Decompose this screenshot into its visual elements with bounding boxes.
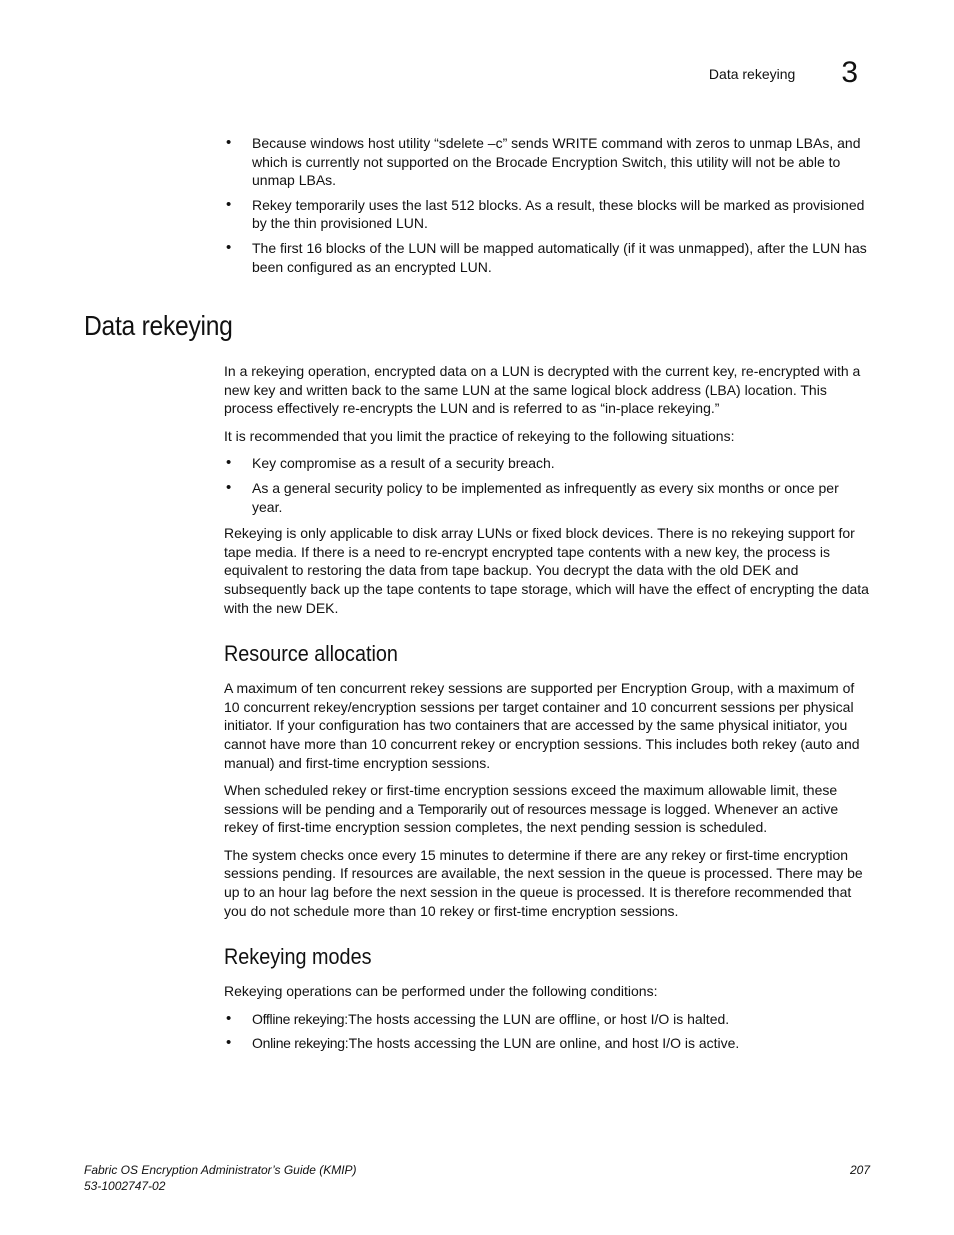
subheading-rekeying-modes: Rekeying modes: [224, 944, 372, 970]
paragraph: Rekeying is only applicable to disk array LUNs or fixed block devices. There is no rekeying support for tape media. If there is a need to re-encrypt encrypted tape contents with a new key, the process is equivalent to restoring the data from tape backup. You decrypt the data with the old DEK and subsequently back up the tape contents to tape storage, which will have the effect of encrypting the data with the new DEK.: [224, 525, 869, 616]
message-name: Temporarily out of resources: [417, 800, 587, 817]
list-item: • Key compromise as a result of a security breach.: [224, 454, 870, 473]
list-item: • Rekey temporarily uses the last 512 blocks. As a result, these blocks will be marked as provisioned by the thin provisioned LUN.: [224, 196, 870, 233]
term-description: :The hosts accessing the LUN are online, and host I/O is active.: [344, 1035, 740, 1052]
footer-doc-id: 53-1002747-02: [84, 1179, 166, 1193]
text-run: When scheduled rekey or first-time encryption sessions exceed the maximum allowable limit, these sessions will be pending and a: [224, 782, 838, 817]
paragraph: [224, 781, 870, 837]
list-item: [224, 1034, 870, 1053]
paragraph: It is recommended that you limit the practice of rekeying to the following situations:: [224, 427, 735, 444]
modes-list: [224, 1010, 870, 1053]
term-description: :The hosts accessing the LUN are offline, or host I/O is halted.: [344, 1010, 730, 1027]
running-header-title: Data rekeying: [708, 66, 796, 82]
list-item: • The first 16 blocks of the LUN will be mapped automatically (if it was unmapped), after the LUN has been configured as an encrypted LUN.: [224, 239, 870, 276]
subheading-resource-allocation: Resource allocation: [224, 641, 398, 667]
paragraph: The system checks once every 15 minutes to determine if there are any rekey or first-time encryption sessions pending. If resources are available, the next session in the queue is processed. There may be up to an hour lag before the next session in the queue is processed. It is therefore recommended that you do not schedule more than 10 rekey or first-time encryption sessions.: [224, 846, 863, 919]
section-heading-data-rekeying: Data rekeying: [84, 310, 233, 341]
paragraph: In a rekeying operation, encrypted data on a LUN is decrypted with the current key, re-encrypted with a new key and written back to the same LUN at the same logical block address (LBA) location. This process effectively re-encrypts the LUN and is referred to as “in-place rekeying.”: [224, 363, 861, 417]
list-item: [224, 1010, 870, 1029]
paragraph: A maximum of ten concurrent rekey sessions are supported per Encryption Group, with a maximum of 10 concurrent rekey/encryption sessions per target container and 10 concurrent sessions per physical initiator. If your configuration has two containers that are accessed by the same physical initiator, you cannot have more than 10 concurrent rekey or encryption sessions. This includes both rekey (auto and manual) and first-time encryption sessions.: [224, 680, 860, 771]
footer: [84, 1162, 357, 1194]
term-offline-rekeying: Offline rekeying: [252, 1010, 345, 1027]
data-rekeying-section: [224, 362, 870, 1061]
page-number: 207: [849, 1163, 870, 1177]
chapter-number: 3: [841, 56, 858, 89]
running-header: [709, 58, 858, 88]
footer-doc-title: Fabric OS Encryption Administrator’s Guide (KMIP): [84, 1163, 357, 1177]
situations-list: [224, 454, 870, 516]
list-item: • As a general security policy to be implemented as infrequently as every six months or once per year.: [224, 479, 870, 516]
list-item: • Because windows host utility “sdelete –c” sends WRITE command with zeros to unmap LBAs, and which is currently not supported on the Brocade Encryption Switch, this utility will not be able to unmap LBAs.: [224, 134, 870, 190]
term-online-rekeying: Online rekeying: [252, 1035, 345, 1052]
text-run: message is logged. Whenever an active rekey of first-time encryption session completes, the next pending session is scheduled.: [224, 800, 839, 836]
intro-bullet-list: [224, 134, 870, 276]
intro-section: [224, 134, 870, 284]
paragraph: Rekeying operations can be performed under the following conditions:: [224, 983, 658, 1000]
